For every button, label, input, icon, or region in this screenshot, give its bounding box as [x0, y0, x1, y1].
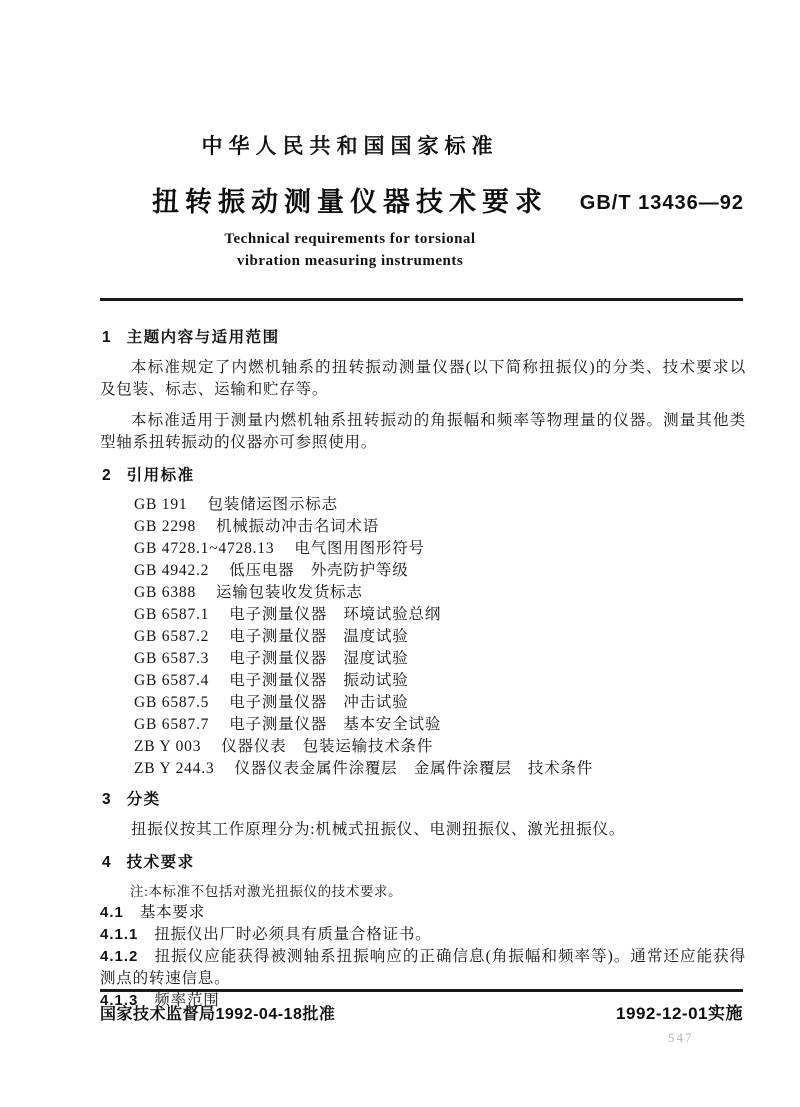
- reference-code: GB 4942.2: [134, 562, 210, 579]
- reference-item: [100, 736, 746, 758]
- reference-title: 电子测量仪器 温度试验: [229, 628, 409, 645]
- reference-item: [100, 516, 746, 538]
- reference-title: 电子测量仪器 湿度试验: [229, 650, 409, 667]
- reference-title: 电子测量仪器 基本安全试验: [229, 716, 442, 733]
- footer-divider: [100, 989, 743, 992]
- reference-code: GB 6587.7: [134, 716, 210, 733]
- section-1-number: 1: [102, 329, 111, 346]
- reference-code: GB 6388: [134, 584, 197, 601]
- implementation-date: 1992-12-01实施: [616, 1004, 743, 1023]
- section-3-paragraph: 扭振仪按其工作原理分为:机械式扭振仪、电测扭振仪、激光扭振仪。: [131, 821, 626, 838]
- reference-title: 机械振动冲击名词术语: [216, 518, 380, 535]
- clause-number: 4.1.3: [100, 992, 139, 1009]
- section-2-heading: [102, 466, 746, 486]
- clause-number: 4.1.1: [100, 926, 139, 943]
- reference-code: GB 6587.2: [134, 628, 210, 645]
- section-4-heading: [102, 853, 746, 873]
- clause-text: 扭振仪出厂时必须具有质量合格证书。: [154, 926, 432, 943]
- reference-code: GB 6587.3: [134, 650, 210, 667]
- clause-4-1-1: [100, 924, 746, 946]
- reference-item: [100, 714, 746, 736]
- approval-date: 国家技术监督局1992-04-18批准: [100, 1006, 336, 1023]
- header-divider: [100, 298, 743, 301]
- reference-title: 仪器仪表 包装运输技术条件: [221, 738, 434, 755]
- reference-title: 包装储运图示标志: [207, 496, 338, 513]
- section-1-title: 主题内容与适用范围: [126, 329, 280, 346]
- reference-item: [100, 582, 746, 604]
- reference-item: [100, 670, 746, 692]
- standard-number: GB/T 13436—92: [579, 192, 744, 214]
- section-4-number: 4: [102, 854, 111, 871]
- reference-item: [100, 560, 746, 582]
- reference-item: [100, 604, 746, 626]
- reference-title: 电气图用图形符号: [294, 540, 425, 557]
- section-1-heading: [102, 328, 746, 348]
- reference-code: GB 191: [134, 496, 188, 513]
- document-body: [100, 316, 746, 1012]
- section-3-heading: [102, 790, 746, 810]
- reference-title: 电子测量仪器 环境试验总纲: [229, 606, 442, 623]
- clause-number: 4.1: [100, 904, 124, 921]
- clause-text: 频率范围: [154, 992, 220, 1009]
- clause-4-1-2: [100, 946, 746, 990]
- clause-4-1: [100, 902, 746, 924]
- clause-number: 4.1.2: [100, 948, 139, 965]
- page-number: 547: [668, 1030, 694, 1045]
- reference-code: ZB Y 244.3: [134, 760, 215, 777]
- reference-title: 电子测量仪器 振动试验: [229, 672, 409, 689]
- reference-title: 电子测量仪器 冲击试验: [229, 694, 409, 711]
- reference-code: GB 4728.1~4728.13: [134, 540, 275, 557]
- section-1-paragraph-2: 本标准适用于测量内燃机轴系扭转振动的角振幅和频率等物理量的仪器。测量其他类型轴系扭转振动的仪器亦可参照使用。: [100, 412, 746, 451]
- national-standard-label: 中华人民共和国国家标准: [201, 135, 499, 158]
- reference-title: 低压电器 外壳防护等级: [229, 562, 409, 579]
- reference-code: GB 2298: [134, 518, 197, 535]
- reference-code: GB 6587.5: [134, 694, 210, 711]
- clause-text: 基本要求: [139, 904, 206, 921]
- section-2-number: 2: [102, 467, 111, 484]
- section-4-title: 技术要求: [126, 854, 195, 871]
- reference-title: 仪器仪表金属件涂覆层 金属件涂覆层 技术条件: [234, 760, 594, 777]
- reference-title: 运输包装收发货标志: [216, 584, 363, 601]
- english-title-line1: Technical requirements for torsional: [224, 231, 476, 247]
- section-1-paragraph-1: 本标准规定了内燃机轴系的扭转振动测量仪器(以下简称扭振仪)的分类、技术要求以及包装、标志、运输和贮存等。: [100, 359, 746, 398]
- reference-item: [100, 648, 746, 670]
- clause-text: 扭振仪应能获得被测轴系扭振响应的正确信息(角振幅和频率等)。通常还应能获得测点的转速信息。: [100, 948, 746, 987]
- section-4-note: 注:本标准不包括对激光扭振仪的技术要求。: [130, 884, 403, 899]
- section-3-number: 3: [102, 791, 111, 808]
- reference-item: [100, 758, 746, 780]
- reference-list: [100, 494, 746, 780]
- reference-code: ZB Y 003: [134, 738, 202, 755]
- reference-item: [100, 538, 746, 560]
- reference-item: [100, 494, 746, 516]
- english-title-line2: vibration measuring instruments: [236, 253, 464, 269]
- reference-item: [100, 692, 746, 714]
- footer: [100, 999, 743, 1024]
- document-title: 扭转振动测量仪器技术要求: [152, 187, 548, 217]
- section-2-title: 引用标准: [126, 467, 195, 484]
- section-3-title: 分类: [126, 791, 161, 808]
- reference-item: [100, 626, 746, 648]
- reference-code: GB 6587.1: [134, 606, 210, 623]
- reference-code: GB 6587.4: [134, 672, 210, 689]
